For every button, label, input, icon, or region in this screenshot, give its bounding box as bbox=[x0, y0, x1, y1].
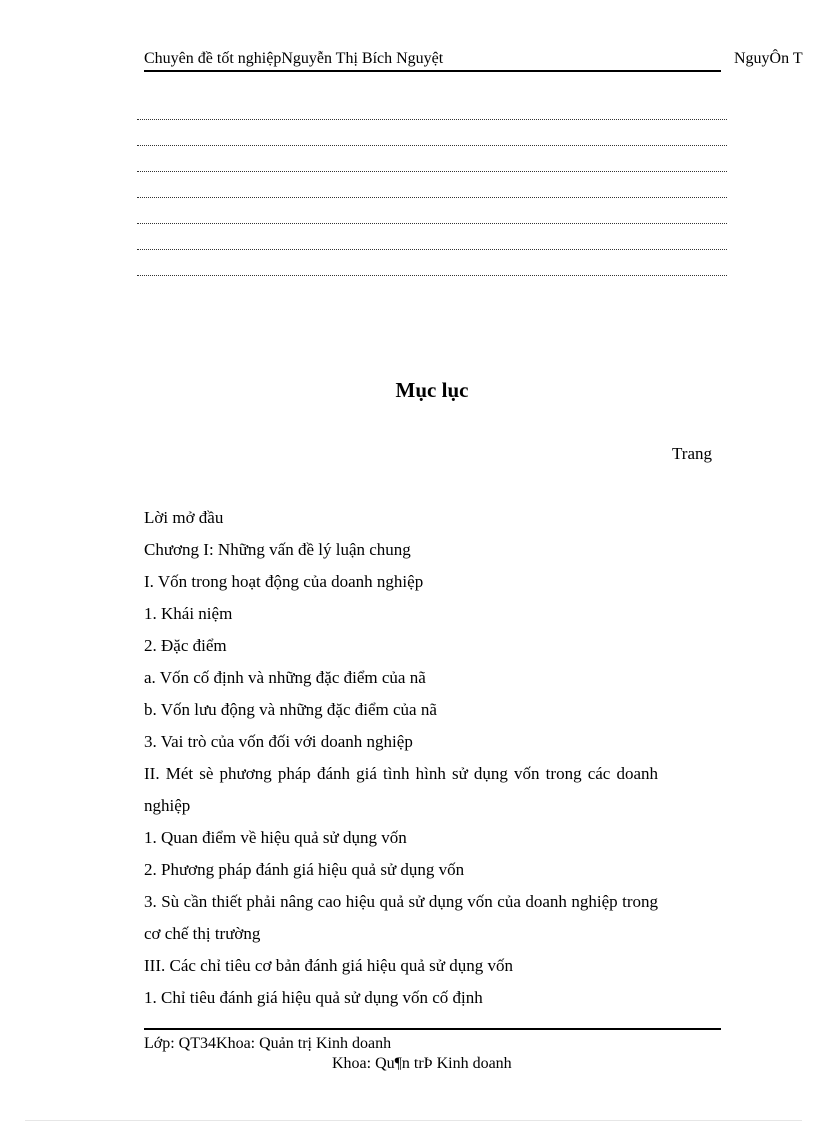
dotted-line bbox=[137, 198, 727, 224]
dotted-line bbox=[137, 146, 727, 172]
running-header-overflow: NguyÔn T bbox=[734, 50, 803, 67]
toc-item: a. Vốn cố định và những đặc điểm của nã bbox=[144, 668, 426, 687]
dotted-lines-block bbox=[137, 119, 727, 276]
toc-item: Chương I: Những vấn đề lý luận chung bbox=[144, 540, 411, 559]
toc-item: 2. Phương pháp đánh giá hiệu quả sử dụng vốn bbox=[144, 860, 465, 879]
dotted-line bbox=[137, 172, 727, 198]
toc-item: 3. Vai trò của vốn đối với doanh nghiệp bbox=[144, 732, 413, 751]
toc-item: 3. Sù cần thiết phải nâng cao hiệu quả sử dụng vốn của doanh nghiệp trong cơ chế thị trường bbox=[144, 892, 658, 943]
footer-rule bbox=[144, 1028, 721, 1030]
toc-item: 1. Khái niệm bbox=[144, 604, 233, 623]
page-title: Mục lục bbox=[395, 378, 469, 402]
dotted-line bbox=[137, 120, 727, 146]
toc-item: 1. Chỉ tiêu đánh giá hiệu quả sử dụng vốn cố định bbox=[144, 988, 483, 1007]
page-column-label: Trang bbox=[672, 444, 712, 463]
dotted-line bbox=[137, 224, 727, 250]
toc-item: Lời mở đầu bbox=[144, 508, 224, 527]
toc-item: b. Vốn lưu động và những đặc điểm của nã bbox=[144, 700, 437, 719]
footer-line-1: Lớp: QT34Khoa: Quản trị Kinh doanh bbox=[144, 1035, 392, 1052]
toc-item: 1. Quan điểm về hiệu quả sử dụng vốn bbox=[144, 828, 407, 847]
toc-item: I. Vốn trong hoạt động của doanh nghiệp bbox=[144, 572, 424, 591]
footer-line-2: Khoa: Qu¶n trÞ Kinh doanh bbox=[332, 1055, 512, 1072]
toc-item: II. Mét sè phương pháp đánh giá tình hình sử dụng vốn trong các doanh nghiệp bbox=[144, 764, 658, 815]
dotted-line bbox=[137, 250, 727, 276]
toc-item: III. Các chỉ tiêu cơ bản đánh giá hiệu quả sử dụng vốn bbox=[144, 956, 513, 975]
toc-item: 2. Đặc điểm bbox=[144, 636, 227, 655]
table-of-contents bbox=[144, 502, 658, 1014]
page-edge bbox=[25, 1120, 802, 1121]
running-header: Chuyên đề tốt nghiệpNguyễn Thị Bích Nguyệt bbox=[144, 48, 721, 72]
